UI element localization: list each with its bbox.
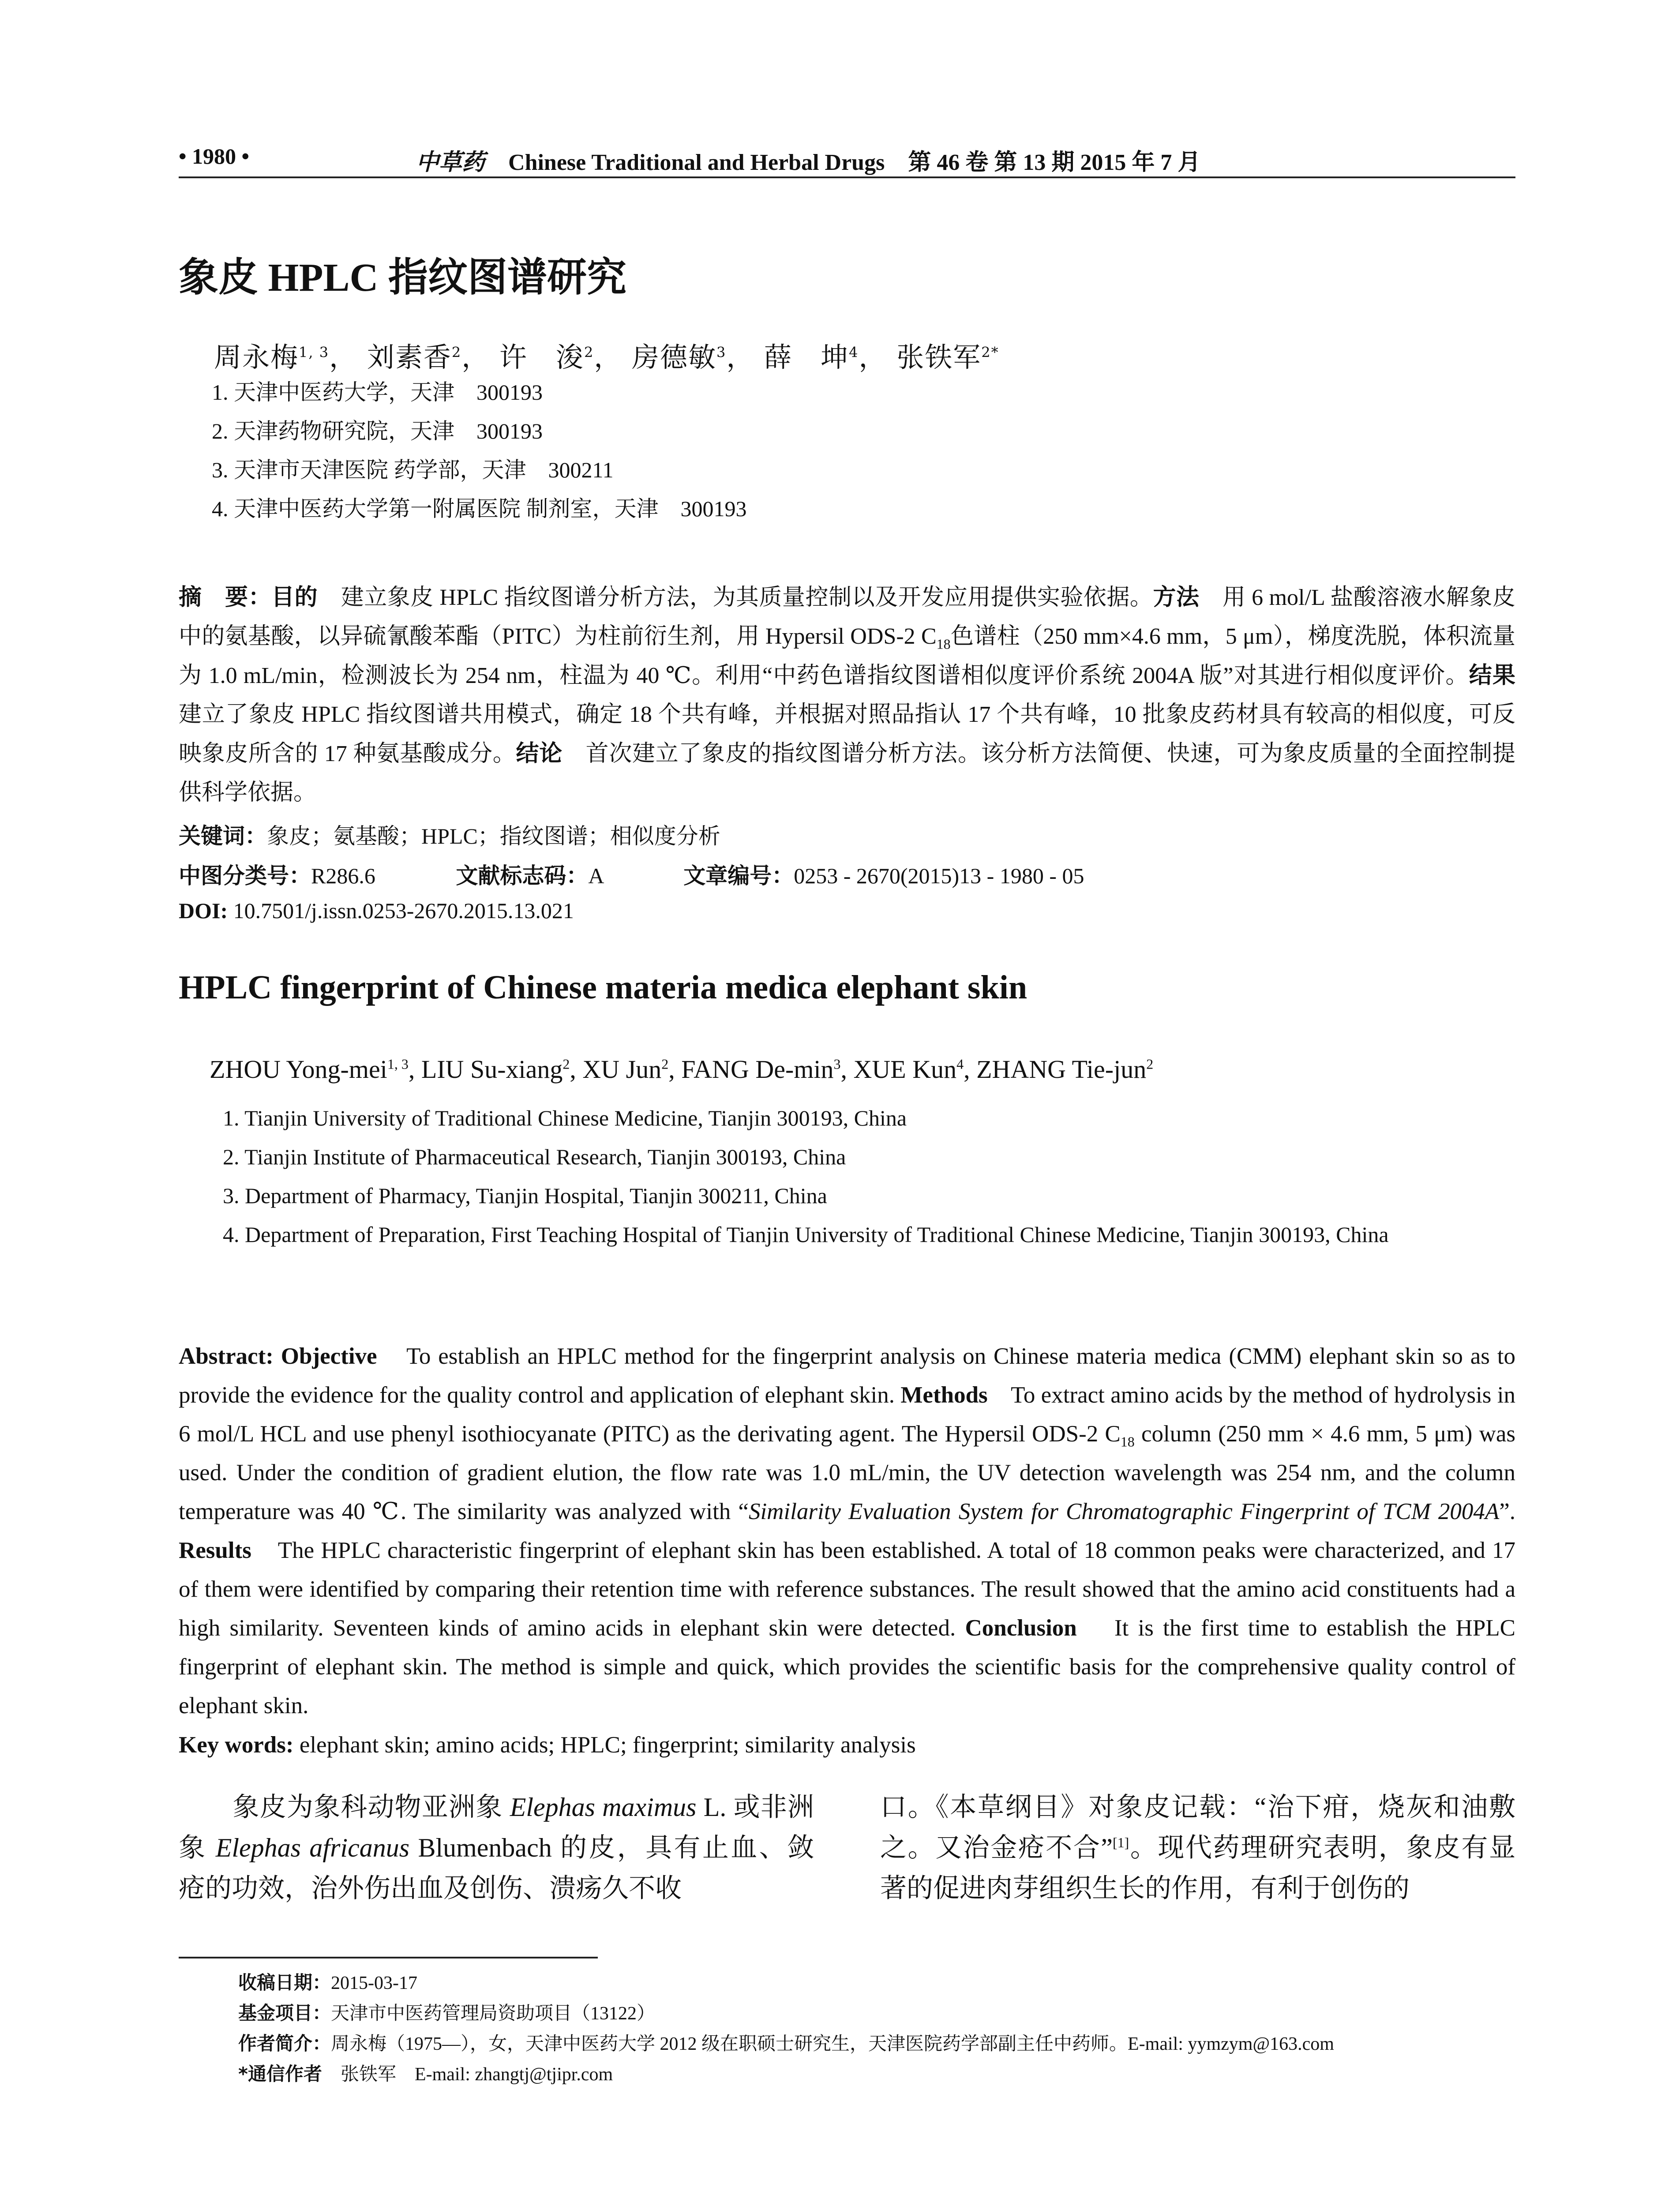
doi-value[interactable]: 10.7501/j.issn.0253-2670.2015.13.021 [233,898,574,923]
cn-conclusion: 首次建立了象皮的指纹图谱分析方法。该分析方法简便、快速，可为象皮质量的全面控制提供科学依据。 [179,741,1515,805]
en-methods-text-2: column (250 mm × 4.6 mm, 5 μm) was used. Under the condition of gradient elution, the flow rate was 1.0 mL/min, the UV detection wavelength was 254 nm, and the column temperature was 40 ℃. The similarity was analyzed with “ [179,1421,1515,1524]
footnote-rule [179,1957,598,1958]
cn-results-label: 结果 [1469,662,1515,689]
en-methods-label: Methods [900,1382,988,1408]
en-conclusion-label: Conclusion [965,1615,1077,1641]
en-methods-sub: 18 [1120,1433,1135,1450]
en-affiliation: 3. Department of Pharmacy, Tianjin Hospital, Tianjin 300211, China [223,1183,827,1208]
en-results-label: Results [179,1538,251,1563]
en-affiliations [223,1099,1515,1254]
en-objective-label: Objective [281,1343,377,1369]
en-keywords [179,1732,916,1758]
cn-objective-label: 目的 [271,584,318,611]
en-title: HPLC fingerprint of Chinese materia medica elephant skin [179,969,1028,1006]
cn-affiliation: 4. 天津中医药大学第一附属医院 制剂室，天津 300193 [212,496,747,521]
cn-affiliation: 2. 天津药物研究院，天津 300193 [212,419,543,443]
journal-line [416,143,1200,176]
en-keywords-text: elephant skin; amino acids; HPLC; fingerprint; similarity analysis [299,1732,916,1758]
en-author: ZHANG Tie-jun$^2$ [976,1055,1154,1084]
header-rule [179,176,1515,178]
en-methods-end: ”. [1499,1499,1515,1524]
clc-label: 中图分类号： [179,863,311,889]
cn-methods-sub: 18 [936,636,951,652]
footnote: 作者简介：周永梅（1975—），女，天津中医药大学 2012 级在职硕士研究生，天津医院药学部副主任中药师。E-mail: yymzym@163.com [238,2033,1334,2054]
body-paragraph: 口。《本草纲目》对象皮记载：“治下疳，烧灰和油敷之。又治金疮不合”[1]。现代药理研究表明，象皮有显著的促进肉芽组织生长的作用，有利于创伤的 [880,1793,1515,1903]
en-abstract-label: Abstract: [179,1343,274,1369]
en-affiliation: 1. Tianjin University of Traditional Chinese Medicine, Tianjin 300193, China [223,1106,907,1130]
cn-affiliations [212,373,747,528]
doi-line [179,898,574,923]
clc-value: R286.6 [311,863,375,888]
cn-keywords-label: 关键词： [179,823,267,849]
article-no-value: 0253 - 2670(2015)13 - 1980 - 05 [794,863,1084,888]
cn-affiliation: 1. 天津中医药大学，天津 300193 [212,380,543,405]
cn-methods-text: 用 6 mol/L 盐酸溶液水解象皮中的氨基酸，以异硫氰酸苯酯（PITC）为柱前衍生剂，用 Hypersil ODS-2 C [179,585,1515,649]
cn-methods-text-2: 色谱柱（250 mm×4.6 mm，5 μm），梯度洗脱，体积流量为 1.0 mL/min，检测波长为 254 nm，柱温为 40 ℃。利用“中药色谱指纹图谱相似度评价系统 2004A 版”对其进行相似度评价。 [179,624,1515,688]
en-affiliation: 2. Tianjin Institute of Pharmaceutical Research, Tianjin 300193, China [223,1144,846,1169]
cn-author: 房德敏$^3$， [632,341,755,373]
cn-keywords-text: 象皮；氨基酸；HPLC；指纹图谱；相似度分析 [267,824,720,848]
cn-classification [179,858,1084,890]
body-paragraph: 象皮为象科动物亚洲象 Elephas maximus L. 或非洲象 Elephas africanus Blumenbach 的皮，具有止血、敛疮的功效，治外伤出血及创伤、溃疡久不收 [179,1793,814,1903]
en-author: FANG $De-\min^3$, [681,1055,854,1084]
cn-conclusion-label: 结论 [516,740,562,767]
cn-abstract-label: 摘 要： [179,584,272,611]
en-methods-text: To extract amino acids by the method of hydrolysis in 6 mol/L HCL and use phenyl isothiocyanate (PITC) as the derivating agent. The Hypersil ODS-2 C [179,1382,1516,1447]
cn-abstract [179,578,1515,812]
article-no-label: 文章编号： [683,863,794,889]
cn-author: 许 浚$^2$， [499,341,622,373]
en-author: XUE Kun$^4$, [853,1055,977,1084]
citation-ref[interactable]: [1] [1113,1835,1129,1850]
body-column-left [179,1787,814,1909]
cn-objective: 建立象皮 HPLC 指纹图谱分析方法，为其质量控制以及开发应用提供实验依据。 [341,585,1153,610]
footnote: 收稿日期：2015-03-17 [238,1972,417,1993]
cn-author: 刘素香$^2$， [367,341,490,373]
en-methods-italic: Similarity Evaluation System for Chromatographic Fingerprint of TCM 2004A [748,1499,1500,1524]
footnote: *通信作者 张铁军 E-mail: zhangtj@tjipr.com [238,2063,613,2085]
en-author: LIU Su-xiang$^2$, [421,1055,583,1084]
en-results: The HPLC characteristic fingerprint of elephant skin has been established. A total of 18 common peaks were characterized, and 17 of them were identified by comparing their retention time with reference substances. The result showed that the amino acid constituents had a high similarity. Seventeen kinds of amino acids in elephant skin were detected. [179,1538,1515,1641]
doc-code-value: A [588,863,603,888]
cn-affiliation: 3. 天津市天津医院 药学部，天津 300211 [212,458,614,482]
doi-label: DOI: [179,898,228,923]
footnote: 基金项目：天津市中医药管理局资助项目（13122） [238,2002,656,2024]
cn-author: 周永梅$^{1, 3}$， [214,341,358,373]
en-conclusion: It is the first time to establish the HPLC fingerprint of elephant skin. The method is simple and quick, which provides the scientific basis for the comprehensive quality control of elephant skin. [179,1615,1516,1718]
footnotes [238,1968,1334,2090]
journal-logo-cn: 中草药 [416,150,485,175]
cn-authors [214,335,999,375]
en-abstract [179,1337,1515,1725]
doc-code-label: 文献标志码： [456,863,589,889]
en-objective: To establish an HPLC method for the fingerprint analysis on Chinese materia medica (CMM) elephant skin so as to provide the evidence for the quality control and application of elephant skin. [179,1343,1516,1408]
cn-keywords [179,818,720,850]
journal-name-en: Chinese Traditional and Herbal Drugs [508,150,885,175]
en-author: ZHOU Yong-mei$^{1, 3}$, [210,1055,421,1084]
cn-results: 建立了象皮 HPLC 指纹图谱共用模式，确定 18 个共有峰，并根据对照品指认 17 个共有峰，10 批象皮药材具有较高的相似度，可反映象皮所含的 17 种氨基酸成分。 [179,702,1515,766]
en-affiliation: 4. Department of Preparation, First Teaching Hospital of Tianjin University of Traditional Chinese Medicine, Tianjin 300193, China [223,1222,1389,1247]
cn-author: 张铁军$^{2*}$ [896,341,999,373]
en-authors [210,1054,1153,1084]
cn-methods-label: 方法 [1153,584,1200,611]
cn-author: 薛 坤$^4$， [764,341,887,373]
en-keywords-label: Key words: [179,1732,294,1758]
page-number: • 1980 • [179,144,250,169]
running-header [179,139,1515,179]
en-author: XU Jun$^2$, [582,1055,682,1084]
issue-info: 第 46 卷 第 13 期 2015 年 7 月 [908,150,1201,175]
body-column-right [880,1787,1515,1909]
cn-title: 象皮 HPLC 指纹图谱研究 [179,256,627,300]
